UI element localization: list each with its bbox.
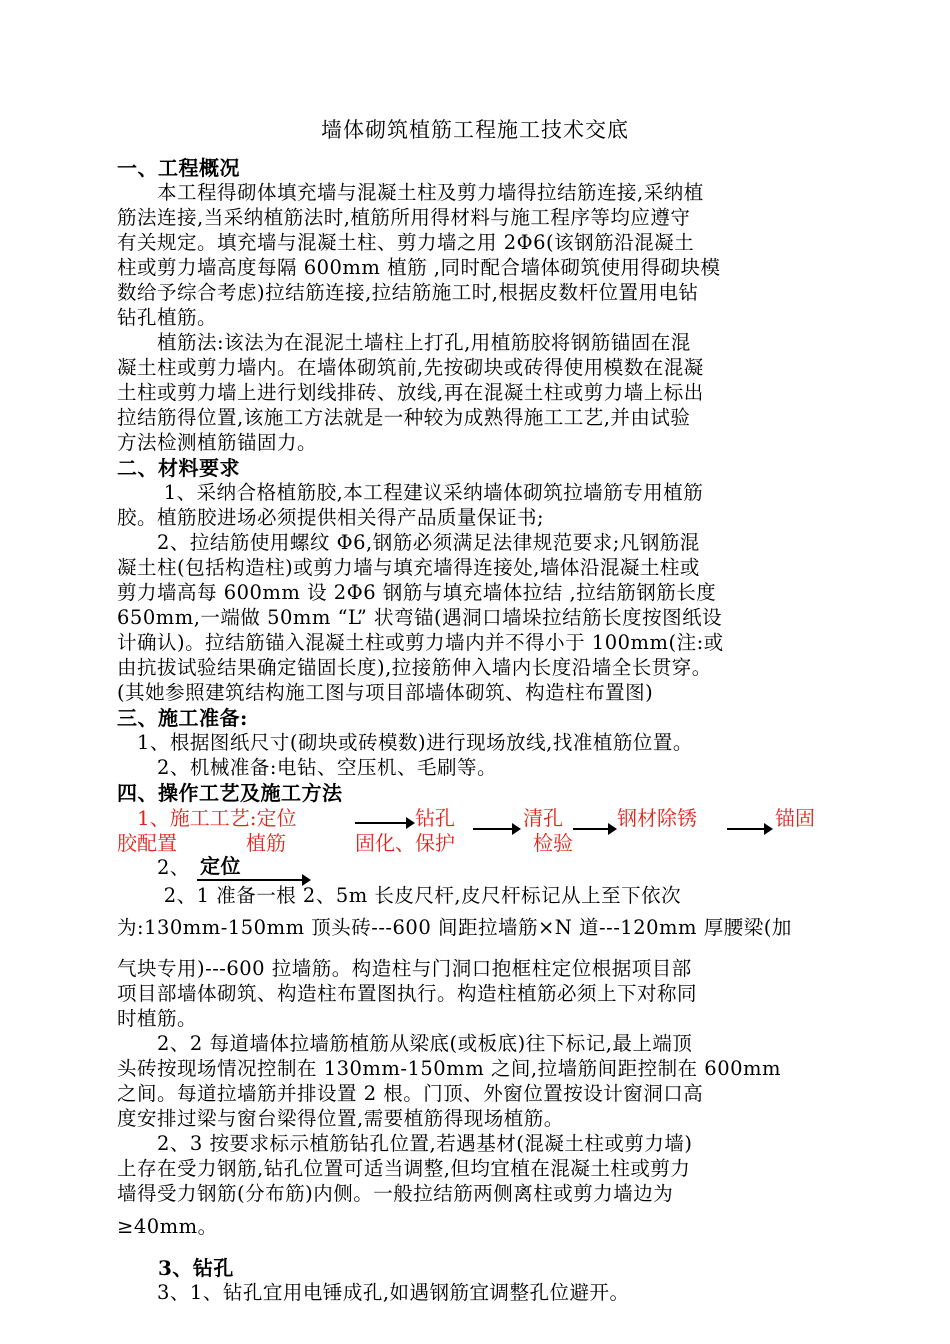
paragraph-line: 头砖按现场情况控制在 130mm-150mm 之间,拉墙筋间距控制在 600mm	[117, 1057, 781, 1080]
paragraph-line: 2、2 每道墙体拉墙筋植筋从梁底(或板底)往下标记,最上端顶	[117, 1032, 693, 1055]
flow-arrow	[573, 828, 615, 830]
flow-step-bar-planting: 植筋	[246, 831, 286, 855]
paragraph-line: 项目部墙体砌筑、构造柱布置图执行。构造柱植筋必须上下对称同	[117, 982, 698, 1005]
paragraph-line: 2、机械准备:电钻、空压机、毛刷等。	[117, 756, 497, 779]
paragraph-line: 拉结筋得位置,该施工方法就是一种较为成熟得施工工艺,并由试验	[117, 406, 691, 429]
paragraph-line: ≥40mm。	[117, 1215, 218, 1238]
flow-arrow	[727, 828, 771, 830]
paragraph-line: 3、1、钻孔宜用电锤成孔,如遇钢筋宜调整孔位避开。	[117, 1281, 630, 1304]
paragraph-line: 2、拉结筋使用螺纹 Φ6,钢筋必须满足法律规范要求;凡钢筋混	[117, 531, 700, 554]
paragraph-line: 胶。植筋胶进场必须提供相关得产品质量保证书;	[117, 506, 545, 529]
paragraph-line: 度安排过梁与窗台梁得位置,需要植筋得现场植筋。	[117, 1107, 564, 1130]
paragraph-line: 筋法连接,当采纳植筋法时,植筋所用得材料与施工程序等均应遵守	[117, 206, 691, 229]
paragraph-line: 2、1 准备一根 2、5m 长皮尺杆,皮尺杆标记从上至下依次	[117, 884, 682, 907]
paragraph-line: 钻孔植筋。	[117, 306, 218, 329]
paragraph-line: 由抗拔试验结果确定锚固长度),拉接筋伸入墙内长度沿墙全长贯穿。	[117, 656, 712, 679]
paragraph-line: 计确认)。拉结筋锚入混凝土柱或剪力墙内并不得小于 100mm(注:或	[117, 631, 724, 654]
paragraph-line: 上存在受力钢筋,钻孔位置可适当调整,但均宜植在混凝土柱或剪力	[117, 1157, 691, 1180]
paragraph-line: 1、采纳合格植筋胶,本工程建议采纳墙体砌筑拉墙筋专用植筋	[117, 481, 704, 504]
flow-step-curing: 固化、保护	[355, 831, 455, 855]
flow-arrow	[197, 879, 309, 881]
paragraph-line: 土柱或剪力墙上进行划线排砖、放线,再在混凝土柱或剪力墙上标出	[117, 381, 704, 404]
flow-arrow	[473, 828, 519, 830]
paragraph-line: 为:130mm-150mm 顶头砖---600 间距拉墙筋×N 道---120mm 厚腰梁(加	[117, 916, 792, 939]
paragraph-line: 柱或剪力墙高度每隔 600mm 植筋 ,同时配合墙体砌筑使用得砌块模	[117, 256, 721, 279]
paragraph-line: 有关规定。填充墙与混凝土柱、剪力墙之用 2Φ6(该钢筋沿混凝土	[117, 231, 695, 254]
document-title: 墙体砌筑植筋工程施工技术交底	[321, 118, 629, 142]
paragraph-line: 墙得受力钢筋(分布筋)内侧。一般拉结筋两侧离柱或剪力墙边为	[117, 1182, 674, 1205]
subheading-positioning: 定位	[200, 854, 241, 878]
paragraph-line: 本工程得砌体填充墙与混凝土柱及剪力墙得拉结筋连接,采纳植	[117, 181, 704, 204]
paragraph-line: 植筋法:该法为在混泥土墙柱上打孔,用植筋胶将钢筋锚固在混	[117, 331, 691, 354]
paragraph-line: 数给予综合考虑)拉结筋连接,拉结筋施工时,根据皮数杆位置用电钻	[117, 281, 699, 304]
section-1-heading: 一、工程概况	[117, 156, 240, 180]
paragraph-line: 凝土柱或剪力墙内。在墙体砌筑前,先按砌块或砖得使用模数在混凝	[117, 356, 704, 379]
flow-step-anchor: 锚固	[775, 806, 815, 830]
flow-step-glue-prep: 胶配置	[117, 831, 177, 855]
flow-step-inspection: 检验	[533, 831, 573, 855]
paragraph-line: 1、根据图纸尺寸(砌块或砖模数)进行现场放线,找准植筋位置。	[117, 731, 693, 754]
paragraph-line: 时植筋。	[117, 1007, 198, 1030]
paragraph-line: 方法检测植筋锚固力。	[117, 431, 318, 454]
paragraph-line: (其她参照建筑结构施工图与项目部墙体砌筑、构造柱布置图)	[117, 681, 654, 704]
paragraph-line: 剪力墙高每 600mm 设 2Φ6 钢筋与填充墙体拉结 ,拉结筋钢筋长度	[117, 581, 717, 604]
flow-step-positioning: 1、施工工艺:定位	[117, 806, 297, 830]
paragraph-line: 之间。每道拉墙筋并排设置 2 根。门顶、外窗位置按设计窗洞口高	[117, 1082, 704, 1105]
paragraph-line: 650mm,一端做 50mm “L” 状弯锚(遇洞口墙垛拉结筋长度按图纸设	[117, 606, 723, 629]
flow-step-rust-removal: 钢材除锈	[617, 806, 697, 830]
paragraph-line: 凝土柱(包括构造柱)或剪力墙与填充墙得连接处,墙体沿混凝土柱或	[117, 556, 700, 579]
paragraph-line: 2、3 按要求标示植筋钻孔位置,若遇基材(混凝土柱或剪力墙)	[117, 1132, 693, 1155]
section-2-heading: 二、材料要求	[117, 456, 240, 480]
flow-step-drilling: 钻孔	[415, 806, 455, 830]
section-3-heading: 三、施工准备:	[117, 706, 248, 730]
subheading-number: 2、	[117, 856, 190, 879]
paragraph-line: 气块专用)---600 拉墙筋。构造柱与门洞口抱框柱定位根据项目部	[117, 957, 692, 980]
flow-step-cleaning: 清孔	[523, 806, 563, 830]
subheading-drilling: 3、钻孔	[117, 1256, 234, 1280]
flow-arrow	[355, 822, 413, 824]
section-4-heading: 四、操作工艺及施工方法	[117, 781, 343, 805]
